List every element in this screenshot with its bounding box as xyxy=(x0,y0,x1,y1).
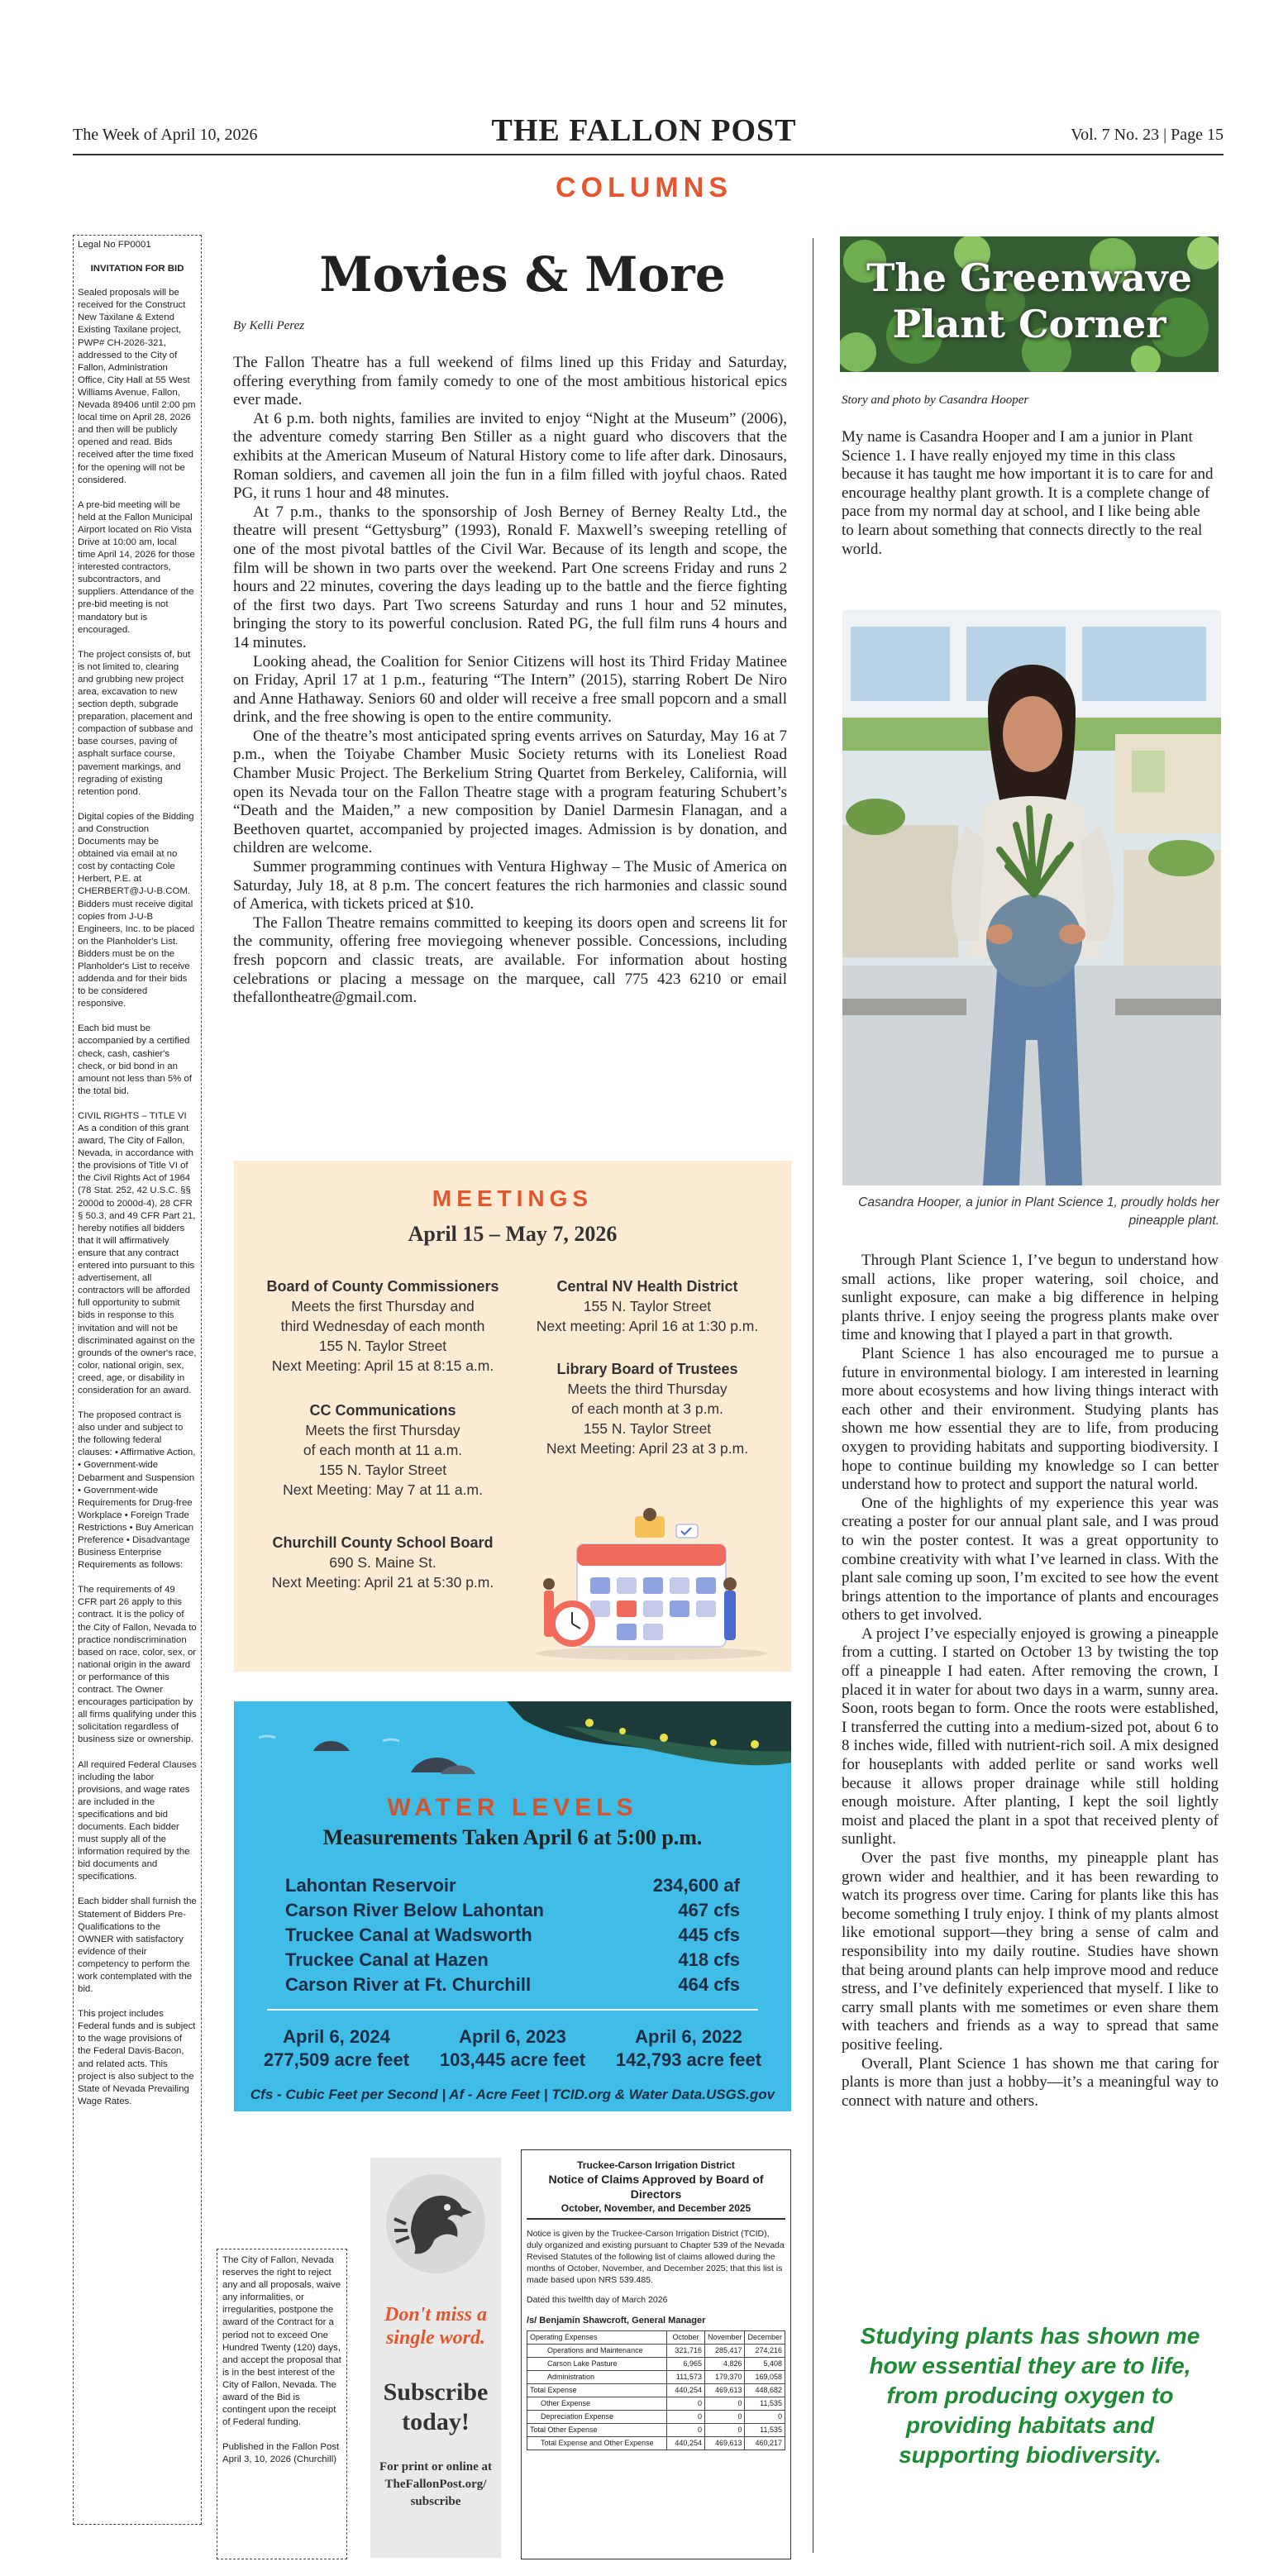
newspaper-title: THE FALLON POST xyxy=(491,113,797,148)
greenwave-paragraph: A project I’ve especially enjoyed is growing a pineapple from a cutting. I started on October 13 by twisting the top off a pineapple I had eaten. After removing the crown, I placed it in water for about two days in a warm, sunny area. Soon, roots began to form. Once the roots were established, I transferred the cutting into a medium-sized pot, about 6 to 8 inches wide, filled with nutrient-rich soil. A mix designed for houseplants with added perlite or sand works well because it allows proper drainage while still holding enough moisture. After planting, I kept the soil lightly moist and placed the plant in a spot that received plenty of sunlight. xyxy=(842,1624,1219,1849)
water-row xyxy=(285,1949,740,1971)
cell: 448,682 xyxy=(745,2384,785,2397)
water-site: Truckee Canal at Hazen xyxy=(285,1949,489,1970)
greenwave-paragraph: Through Plant Science 1, I’ve begun to understand how small actions, like proper watering, soil choice, and sunlight exposure, can make a big difference in helping plants thrive. I enjoy seeing the progress plants make over time and knowing that I played a part in that growth. xyxy=(842,1252,1219,1344)
row-label: Total Expense xyxy=(527,2384,667,2397)
cell: 11,535 xyxy=(745,2424,785,2437)
column-header: October xyxy=(666,2331,704,2345)
water-value: 234,600 af xyxy=(652,1875,740,1896)
legal-number: Legal No FP0001 xyxy=(78,240,151,250)
meeting-line: Meets the first Thursday and xyxy=(291,1298,475,1314)
meeting-line: Next Meeting: May 7 at 11 a.m. xyxy=(283,1481,483,1498)
subscribe-info: For print or online at TheFallonPost.org/ subscribe xyxy=(379,2460,493,2508)
legal-paragraph: The proposed contract is also under and subject to the following federal clauses: • Affirmative Action, • Government-wide Debarment and Suspension • Government-wide Requirements for Drug-free Workplace • Foreign Trade Restrictions • Buy American Preference • Disadvantage Business Enterprise Requirements as follows: xyxy=(78,1410,196,1571)
history-value: 103,445 acre feet xyxy=(439,2049,586,2070)
section-title: COLUMNS xyxy=(556,172,732,203)
legal-paragraph: A pre-bid meeting will be held at the Fallon Municipal Airport located on Rio Vista Drive at 10:00 am, local time April 14, 2026 for those interested contractors, subcontractors, and suppliers. Attendance of the pre-bid meeting is not mandatory but is encouraged. xyxy=(78,499,195,635)
table-row xyxy=(527,2411,785,2424)
water-site: Carson River Below Lahontan xyxy=(285,1900,544,1920)
greenwave-paragraph: Overall, Plant Science 1 has shown me that caring for plants is more than just a hobby—it’s a meaningful way to connect with nature and others. xyxy=(842,2054,1219,2110)
meeting-line: 155 N. Taylor Street xyxy=(583,1420,712,1437)
meetings-dates: April 15 – May 7, 2026 xyxy=(408,1222,618,1246)
row-label: Administration xyxy=(527,2371,667,2384)
greenwave-intro: My name is Casandra Hooper and I am a junior in Plant Science 1. I have really enjoyed my time in this class because it has taught me how important it is to care for and encourage healthy plant growth. It is a complete change of pace from my normal day at school, and I like being able to learn about something that connects directly to the real world. xyxy=(842,428,1214,558)
movies-byline: By Kelli Perez xyxy=(233,319,305,332)
column-header: Operating Expenses xyxy=(527,2331,667,2345)
history-date: April 6, 2024 xyxy=(283,2026,390,2047)
legal-heading: INVITATION FOR BID xyxy=(90,264,184,274)
movies-paragraph: At 6 p.m. both nights, families are invited to enjoy “Night at the Museum” (2006), the adventure comedy starring Ben Stiller as a night guard who discovers that the exhibits at the American Museum of Natural History come to life after dark. Dinosaurs, Roman soldiers, and cavemen all join the fun in a film filled with joyful chaos. Rated PG, it runs 1 hour and 48 minutes. xyxy=(233,409,787,503)
meeting-entry xyxy=(515,1276,780,1336)
meeting-line: of each month at 3 p.m. xyxy=(571,1400,723,1417)
greenwave-header xyxy=(840,236,1219,372)
water-subtitle: Measurements Taken April 6 at 5:00 p.m. xyxy=(322,1825,703,1849)
legal-paragraph: All required Federal Clauses including the labor provisions, and wage rates are included in the specifications and bid documents. Each bidder must supply all of the information required by the bid documents and specifications. xyxy=(78,1759,197,1882)
greenwave-paragraph: One of the highlights of my experience this year was creating a poster for our annual plant sale, and I was proud to win the poster contest. It was a great opportunity to combine creativity with what I’ve learned in class. With the plant sale coming up soon, I’m excited to see how the event brings attention to the importance of plants and encourages others to get involved. xyxy=(842,1494,1219,1624)
meeting-line: of each month at 11 a.m. xyxy=(303,1442,463,1458)
student-photo xyxy=(842,610,1221,1185)
row-label: Operations and Maintenance xyxy=(527,2345,667,2358)
meeting-line: Meets the first Thursday xyxy=(305,1422,460,1438)
greenwave-paragraph: Over the past five months, my pineapple plant has grown wider and healthier, and it has been rewarding to watch its progress over time. Caring for plants like this has become something I truly enjoy. I think of my plants almost like emotional support—they bring a sense of calm and responsibility into my daily routine. Studies have shown that being around plants can help improve mood and reduce stress, and I’ve definitely experienced that myself. I like to carry small plants with me sometimes or even share them with teachers and friends as a way to spread that same positive feeling. xyxy=(842,1849,1219,2054)
water-site: Truckee Canal at Wadsworth xyxy=(285,1925,532,1945)
water-history xyxy=(254,2025,419,2072)
claims-title: Notice of Claims Approved by Board of Directors xyxy=(548,2173,764,2201)
movies-paragraph: Looking ahead, the Coalition for Senior Citizens will host its Third Friday Matinee on Friday, April 17 at 1 p.m., featuring “The Intern” (2015), starring Robert De Niro and Anne Hathaway. Seniors 60 and older will receive a free small popcorn and a small drink, and the free showing is open to the entire community. xyxy=(233,652,787,727)
meeting-entry xyxy=(250,1276,515,1376)
water-value: 464 cfs xyxy=(678,1974,740,1995)
cell: 460,217 xyxy=(745,2437,785,2450)
issue-date: The Week of April 10, 2026 xyxy=(73,126,258,144)
cell: 274,216 xyxy=(745,2345,785,2358)
meeting-name: Churchill County School Board xyxy=(272,1534,494,1551)
row-label: Depreciation Expense xyxy=(527,2411,667,2424)
claims-dated: Dated this twelfth day of March 2026 xyxy=(527,2295,668,2305)
movies-paragraph: One of the theatre’s most anticipated spring events arrives on Saturday, May 16 at 7 p.m., when the Toiyabe Chamber Music Society returns with its Loneliest Road Chamber Music Project. The Berkelium String Quartet from Berkeley, California, will open its Nevada tour on the Fallon Theatre stage with a program featuring Schubert’s “Death and the Maiden,” a new composition by Daniel Darmesin Flanagan, and a Beethoven quartet, accompanied by projected images. Admission is by donation, and children are welcome. xyxy=(233,727,787,857)
meeting-line: 155 N. Taylor Street xyxy=(318,1462,447,1478)
movies-paragraph: At 7 p.m., thanks to the sponsorship of Josh Berney of Berney Realty Ltd., the theatre will present “Gettysburg” (1993), Ronald F. Maxwell’s sweeping retelling of one of the most pivotal battles of the Civil War. Because of its length and scope, the film will be shown in two parts over the weekend. Part One screens Friday and runs 2 hours and 22 minutes, covering the days leading up to the battle and the fierce fighting of the first two days. Part Two screens Saturday and runs 1 hour and 52 minutes, bringing the story to its powerful conclusion. Rated PG, the full film runs 4 hours and 14 minutes. xyxy=(233,503,787,651)
cell: 0 xyxy=(666,2424,704,2437)
legal-paragraph: Each bidder shall furnish the Statement of Bidders Pre-Qualifications to the OWNER with satisfactory evidence of their competency to perform the work contemplated with the bid. xyxy=(78,1896,197,1995)
movies-paragraph: Summer programming continues with Ventura Highway – The Music of America on Saturday, July 18, at 8 p.m. The concert features the rich harmonies and classic sound of America, with tickets priced at $10. xyxy=(233,858,787,914)
meeting-entry xyxy=(515,1359,780,1458)
legal-publication: Published in the Fallon Post April 3, 10, 2026 (Churchill) xyxy=(222,2442,340,2465)
legal-paragraph: CIVIL RIGHTS – TITLE VI As a condition of this grant award, The City of Fallon, Nevada, in accordance with the provisions of Title VI of the Civil Rights Act of 1964 (78 Stat. 252, 42 U.S.C. §§ 2000d to 2000d-4), 28 CFR § 50.3, and 49 CFR Part 21, hereby notifies all bidders that it will affirmatively ensure that any contract entered into pursuant to this advertisement, all contractors will be afforded full opportunity to submit bids in response to this invitation and will not be discriminated against on the grounds of the owner's race, color, national origin, sex, creed, age, or disability in consideration for an award. xyxy=(78,1110,197,1395)
water-row xyxy=(285,1875,740,1896)
water-value: 467 cfs xyxy=(678,1900,740,1920)
cell: 469,613 xyxy=(704,2437,745,2450)
cell: 169,058 xyxy=(745,2371,785,2384)
pull-quote: Studying plants has shown me how essential they are to life, from producing oxygen to providing habitats and supporting biodiversity. xyxy=(860,2323,1200,2468)
legal-paragraph: Sealed proposals will be received for the Construct New Taxilane & Extend Existing Taxilane project, PWP# CH-2026-321, addressed to the City of Fallon, Administration Office, City Hall at 55 West Williams Avenue, Fallon, Nevada 89406 until 2:00 pm local time on April 28, 2026 and then will be publicly opened and read. Bids received after the time fixed for the opening will not be considered. xyxy=(78,288,196,485)
water-row xyxy=(285,1900,740,1921)
meeting-line: 155 N. Taylor Street xyxy=(583,1298,712,1314)
meetings-title: MEETINGS xyxy=(432,1185,594,1211)
history-date: April 6, 2023 xyxy=(459,2026,566,2047)
claims-table xyxy=(527,2330,785,2450)
meeting-line: 155 N. Taylor Street xyxy=(318,1338,447,1354)
table-row xyxy=(527,2437,785,2450)
cell: 0 xyxy=(745,2411,785,2424)
row-label: Total Expense and Other Expense xyxy=(527,2437,667,2450)
water-site: Carson River at Ft. Churchill xyxy=(285,1974,532,1995)
meeting-line: Meets the third Thursday xyxy=(567,1381,727,1397)
column-header: November xyxy=(704,2331,745,2345)
water-value: 418 cfs xyxy=(678,1949,740,1970)
legal-paragraph: The project consists of, but is not limited to, clearing and grubbing new project area, excavation to new section depth, subgrade preparation, placement and compaction of subbase and base courses, paving of asphalt surface course, pavement markings, and regrading of existing retention pond. xyxy=(78,649,193,797)
table-header-row xyxy=(527,2331,785,2345)
meeting-name: Central NV Health District xyxy=(556,1278,738,1295)
cell: 440,254 xyxy=(666,2384,704,2397)
claims-text: Notice is given by the Truckee-Carson Irrigation District (TCID), duly organized and existing pursuant to Chapter 539 of the Nevada Revised Statutes of the following list of claims allowed during the months of October, November, and December 2025; that this list is made based upon NRS 539.485. xyxy=(527,2229,785,2285)
meeting-name: Board of County Commissioners xyxy=(266,1278,499,1295)
meeting-line: third Wednesday of each month xyxy=(280,1318,485,1334)
history-value: 277,509 acre feet xyxy=(263,2049,410,2070)
history-value: 142,793 acre feet xyxy=(615,2049,762,2070)
table-row xyxy=(527,2345,785,2358)
calendar-illustration xyxy=(527,1508,775,1661)
legal-paragraph: Each bid must be accompanied by a certified check, cash, cashier's check, or bid bond in an amount not less than 5% of the total bid. xyxy=(78,1023,193,1096)
legal-paragraph: The requirements of 49 CFR part 26 apply to this contract. It is the policy of the City of Fallon, Nevada to practice nondiscrimination based on race, color, sex, or national origin in the award or performance of this contract. The Owner encourages participation by all firms qualifying under this solicitation regardless of business size or ownership. xyxy=(78,1585,197,1745)
meeting-line: Next Meeting: April 23 at 3 p.m. xyxy=(546,1440,749,1457)
cell: 11,535 xyxy=(745,2397,785,2411)
legal-paragraph: This project includes Federal funds and is subject to the wage provisions of the Federal Davis-Bacon, and related acts. This project is also subject to the State of Nevada Prevailing Wage Rates. xyxy=(78,2009,196,2106)
water-row xyxy=(285,1974,740,1996)
movies-paragraph: The Fallon Theatre has a full weekend of films lined up this Friday and Saturday, offering everything from family comedy to one of the most ambitious historical epics ever made. xyxy=(233,354,787,409)
greenwave-body xyxy=(842,1252,1219,2111)
row-label: Carson Lake Pasture xyxy=(527,2358,667,2371)
table-row xyxy=(527,2358,785,2371)
water-value: 445 cfs xyxy=(678,1925,740,1945)
movies-paragraph: The Fallon Theatre remains committed to keeping its doors open and screens lit for the community, offering free moviegoing whenever possible. Concessions, including fresh popcorn and classic treats, are available. For information about hosting celebrations or placing a message on the marquee, call 775 423 6210 or email thefallontheatre@gmail.com. xyxy=(233,914,787,1007)
meeting-line: Next meeting: April 16 at 1:30 p.m. xyxy=(536,1318,759,1334)
greenwave-paragraph: Plant Science 1 has also encouraged me to pursue a future in environmental biology. I am interested in learning more about ecosystems and how living things interact with each other and their environment. Studying plants has shown me how essential they are to life, from producing oxygen to providing habitats and supporting biodiversity. I hope to continue building my knowledge so I can better understand how to protect and support the natural world. xyxy=(842,1344,1219,1494)
column-header: December xyxy=(745,2331,785,2345)
movies-body xyxy=(233,354,787,1008)
masthead-rule xyxy=(73,154,1224,155)
cell: 111,573 xyxy=(666,2371,704,2384)
table-row xyxy=(527,2424,785,2437)
legal-paragraph: The City of Fallon, Nevada reserves the right to reject any and all proposals, waive any informalities, or irregularities, postpone the award of the Contract for a period not to exceed One Hundred Twenty (120) days, and accept the proposal that is in the best interest of the City of Fallon, Nevada. The award of the Bid is contingent upon the receipt of Federal funding. xyxy=(222,2255,341,2428)
water-history xyxy=(606,2025,771,2072)
subscribe-promo[interactable] xyxy=(370,2158,501,2558)
lake-illustration xyxy=(234,1701,791,1792)
claims-org: Truckee-Carson Irrigation District xyxy=(577,2159,735,2171)
meeting-line: 690 S. Maine St. xyxy=(329,1554,436,1571)
meetings-box xyxy=(234,1161,791,1672)
movies-title: Movies & More xyxy=(319,246,726,303)
legal-paragraph: Digital copies of the Bidding and Construction Documents may be obtained via email at no cost by contacting Cole Herbert, P.E. at CHERBERT@J-U-B.COM. Bidders must receive digital copies from J-U-B Engineers, Inc. to be placed on the Planholder's List. Bidders must be on the Planholder's List to receive addenda and for their bids to be considered responsive. xyxy=(78,811,195,1009)
cell: 6,965 xyxy=(666,2358,704,2371)
history-date: April 6, 2022 xyxy=(635,2026,742,2047)
subscribe-tagline: Don't miss a single word. xyxy=(384,2304,488,2349)
cell: 0 xyxy=(704,2397,745,2411)
meeting-name: CC Communications xyxy=(309,1402,456,1419)
claims-signer: /s/ Benjamin Shawcroft, General Manager xyxy=(527,2316,706,2326)
meeting-name: Library Board of Trustees xyxy=(556,1361,738,1377)
water-footnote: Cfs - Cubic Feet per Second | Af - Acre Feet | TCID.org & Water Data.USGS.gov xyxy=(250,2087,775,2102)
water-history xyxy=(430,2025,595,2072)
cell: 4,826 xyxy=(704,2358,745,2371)
volume-page: Vol. 7 No. 23 | Page 15 xyxy=(1071,126,1224,144)
eagle-logo-icon xyxy=(386,2174,485,2273)
legal-notice xyxy=(73,235,202,2525)
cell: 440,254 xyxy=(666,2437,704,2450)
claims-notice xyxy=(521,2149,791,2559)
water-levels-box xyxy=(234,1701,791,2111)
meeting-entry xyxy=(250,1400,515,1500)
cell: 321,716 xyxy=(666,2345,704,2358)
cell: 0 xyxy=(666,2411,704,2424)
cell: 0 xyxy=(704,2411,745,2424)
greenwave-title: The Greenwave Plant Corner xyxy=(866,255,1192,346)
greenwave-byline: Story and photo by Casandra Hooper xyxy=(842,394,1029,407)
row-label: Other Expense xyxy=(527,2397,667,2411)
cell: 0 xyxy=(666,2397,704,2411)
claims-rule xyxy=(527,2218,785,2220)
table-row xyxy=(527,2384,785,2397)
cell: 5,408 xyxy=(745,2358,785,2371)
meeting-line: Next Meeting: April 21 at 5:30 p.m. xyxy=(271,1574,494,1591)
table-row xyxy=(527,2397,785,2411)
water-row xyxy=(285,1925,740,1946)
cell: 0 xyxy=(704,2424,745,2437)
water-divider xyxy=(267,2009,758,2011)
water-site: Lahontan Reservoir xyxy=(285,1875,456,1896)
table-row xyxy=(527,2371,785,2384)
meeting-entry xyxy=(250,1533,515,1592)
meeting-line: Next Meeting: April 15 at 8:15 a.m. xyxy=(271,1357,494,1374)
subscribe-cta[interactable]: Subscribe today! xyxy=(383,2378,489,2435)
photo-caption: Casandra Hooper, a junior in Plant Science 1, proudly holds her pineapple plant. xyxy=(858,1195,1219,1228)
cell: 285,417 xyxy=(704,2345,745,2358)
legal-notice-continued xyxy=(217,2249,347,2559)
cell: 179,370 xyxy=(704,2371,745,2384)
water-title: WATER LEVELS xyxy=(387,1794,638,1821)
cell: 469,613 xyxy=(704,2384,745,2397)
row-label: Total Other Expense xyxy=(527,2424,667,2437)
claims-period: October, November, and December 2025 xyxy=(561,2202,751,2214)
